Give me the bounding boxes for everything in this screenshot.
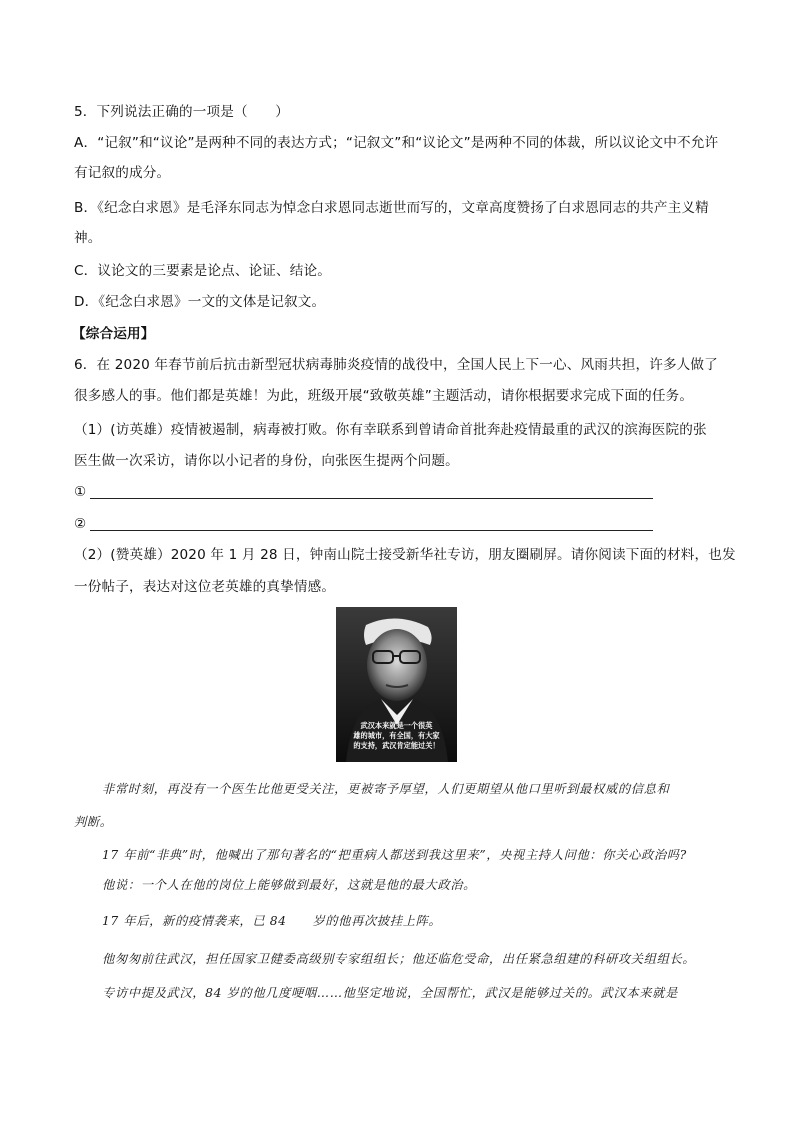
answer-line-2[interactable] bbox=[90, 530, 653, 531]
option-c: C．议论文的三要素是论点、论证、结论。 bbox=[74, 263, 332, 279]
article-line-3: 17 年前“非典”时，他喊出了那句著名的“把重病人都送到我这里来”，央视主持人问他：你关心政治吗? bbox=[102, 848, 687, 862]
answer-mark-1: ① bbox=[74, 484, 87, 500]
article-line-1: 非常时刻，再没有一个医生比他更受关注，更被寄予厚望，人们更期望从他口里听到最权威的信息和 bbox=[102, 782, 670, 796]
article-line-6: 他匆匆前往武汉，担任国家卫健委高级别专家组组长；他还临危受命，出任紧急组建的科研攻关组组长。 bbox=[102, 952, 696, 966]
answer-line-1[interactable] bbox=[90, 498, 653, 499]
article-line-5: 17 年后，新的疫情袭来，已 84 岁的他再次披挂上阵。 bbox=[102, 914, 442, 928]
option-b-line-2: 神。 bbox=[74, 230, 102, 246]
article-line-4: 他说：一个人在他的岗位上能够做到最好，这就是他的最大政治。 bbox=[102, 878, 477, 892]
article-line-2: 判断。 bbox=[74, 815, 113, 829]
article-line-7: 专访中提及武汉，84 岁的他几度哽咽……他坚定地说，全国帮忙，武汉是能够过关的。武汉本来就是 bbox=[102, 986, 678, 1000]
photo-caption-line-1: 武汉本来就是一个很英 bbox=[360, 721, 433, 730]
part-2-line-2: 一份帖子，表达对这位老英雄的真挚情感。 bbox=[74, 579, 336, 595]
option-a-line-2: 有记叙的成分。 bbox=[74, 165, 171, 181]
photo-caption-line-2: 雄的城市，有全国，有大家 bbox=[353, 731, 440, 740]
part-2-line-1: （2）(赞英雄）2020 年 1 月 28 日，钟南山院士接受新华社专访，朋友圈刷屏。请你阅读下面的材料，也发 bbox=[74, 547, 736, 563]
section-heading: 【综合运用】 bbox=[72, 326, 155, 342]
question-6-intro-line-1: 6．在 2020 年春节前后抗击新型冠状病毒肺炎疫情的战役中，全国人民上下一心、风雨共担，许多人做了 bbox=[74, 357, 718, 373]
option-d: D．《纪念白求恩》一文的文体是记叙文。 bbox=[74, 294, 326, 310]
option-b-line-1: B．《纪念白求恩》是毛泽东同志为悼念白求恩同志逝世而写的，文章高度赞扬了白求恩同志的共产主义精 bbox=[74, 200, 709, 216]
part-1-line-2: 医生做一次采访，请你以小记者的身份，向张医生提两个问题。 bbox=[74, 453, 459, 469]
portrait-photo bbox=[336, 607, 457, 762]
answer-mark-2: ② bbox=[74, 516, 87, 532]
question-6-intro-line-2: 很多感人的事。他们都是英雄！为此，班级开展“致敬英雄”主题活动，请你根据要求完成下面的任务。 bbox=[74, 388, 694, 404]
option-a-line-1: A．“记叙”和“议论”是两种不同的表达方式；“记叙文”和“议论文”是两种不同的体裁，所以议论文中不允许 bbox=[74, 135, 719, 151]
question-5-stem: 5．下列说法正确的一项是（ ） bbox=[74, 104, 289, 120]
part-1-line-1: （1）(访英雄）疫情被遏制，病毒被打败。你有幸联系到曾请命首批奔赴疫情最重的武汉的滨海医院的张 bbox=[74, 422, 707, 438]
photo-caption-line-3: 的支持，武汉肯定能过关！ bbox=[353, 741, 440, 750]
